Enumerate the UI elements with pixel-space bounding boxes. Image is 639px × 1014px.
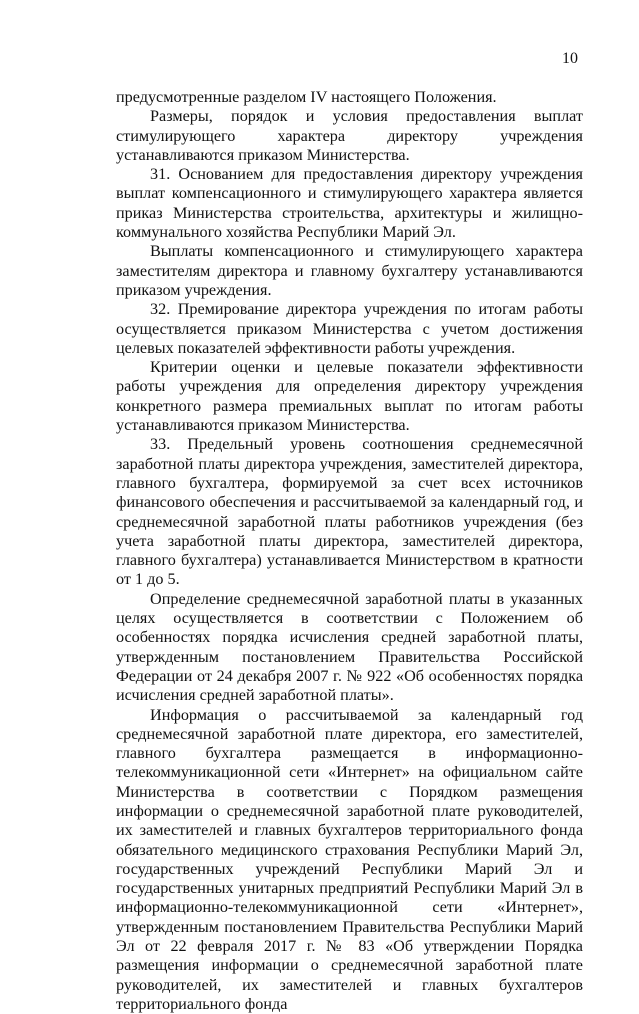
paragraph: Критерии оценки и целевые показатели эффективности работы учреждения для определения директору учреждения конкретного размера премиальных выплат по итогам работы устанавливаются приказом Министерства. (116, 358, 583, 435)
document-body (116, 88, 583, 1014)
paragraph-31: 31. Основанием для предоставления директору учреждения выплат компенсационного и стимулирующего характера является приказ Министерства строительства, архитектуры и жилищно-коммунального хозяйства Республики Марий Эл. (116, 165, 583, 242)
paragraph: Определение среднемесячной заработной платы в указанных целях осуществляется в соответствии с Положением об особенностях порядка исчисления средней заработной платы, утвержденным постановлением Правительства Российской Федерации от 24 декабря 2007 г. № 922 «Об особенностях порядка исчисления средней заработной платы». (116, 590, 583, 706)
paragraph: Размеры, порядок и условия предоставления выплат стимулирующего характера директору учреждения устанавливаются приказом Министерства. (116, 107, 583, 165)
page-number: 10 (562, 50, 578, 68)
paragraph-continuation: предусмотренные разделом IV настоящего Положения. (116, 88, 583, 107)
paragraph: Информация о рассчитываемой за календарный год среднемесячной заработной плате директора, его заместителей, главного бухгалтера размещается в информационно-телекоммуникационной сети «Интернет» на официальном сайте Министерства в соответствии с Порядком размещения информации о среднемесячной заработной плате руководителей, их заместителей и главных бухгалтеров территориального фонда обязательного медицинского страхования Республики Марий Эл, государственных учреждений Республики Марий Эл и государственных унитарных предприятий Республики Марий Эл в информационно-телекоммуникационной сети «Интернет», утвержденным постановлением Правительства Республики Марий Эл от 22 февраля 2017 г. № 83 «Об утверждении Порядка размещения информации о среднемесячной заработной плате руководителей, их заместителей и главных бухгалтеров территориального фонда (116, 706, 583, 1014)
paragraph-33: 33. Предельный уровень соотношения среднемесячной заработной платы директора учреждения, заместителей директора, главного бухгалтера, формируемой за счет всех источников финансового обеспечения и рассчитываемой за календарный год, и среднемесячной заработной платы работников учреждения (без учета заработной платы директора, заместителей директора, главного бухгалтера) устанавливается Министерством в кратности от 1 до 5. (116, 435, 583, 589)
paragraph: Выплаты компенсационного и стимулирующего характера заместителям директора и главному бухгалтеру устанавливаются приказом учреждения. (116, 242, 583, 300)
paragraph-32: 32. Премирование директора учреждения по итогам работы осуществляется приказом Министерства с учетом достижения целевых показателей эффективности работы учреждения. (116, 300, 583, 358)
